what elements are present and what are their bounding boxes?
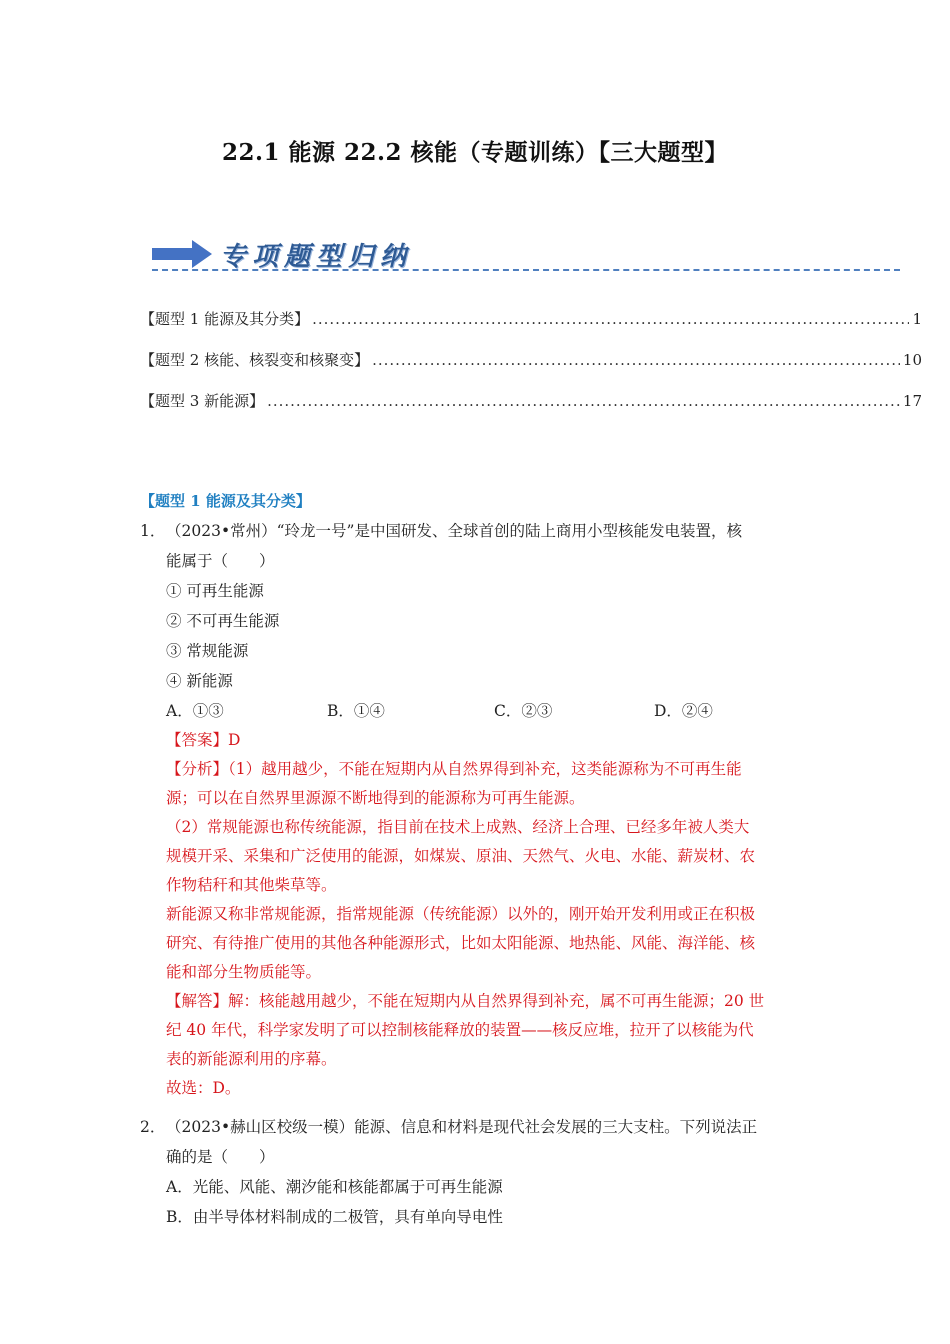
question-stem: 确的是（ ） — [166, 1148, 275, 1166]
toc-leader — [372, 351, 900, 369]
solution-line: 【解答】解：核能越用越少，不能在短期内从自然界得到补充，属不可再生能源；20 世 — [166, 992, 765, 1010]
option-c: C．②③ — [494, 702, 553, 720]
analysis-line: 规模开采、采集和广泛使用的能源，如煤炭、原油、天然气、火电、水能、薪炭材、农 — [166, 847, 756, 865]
question-number: 2． — [140, 1118, 166, 1136]
option-b: B．①④ — [327, 702, 385, 720]
toc-label: 【题型 1 能源及其分类】 — [140, 310, 310, 328]
toc-leader — [312, 310, 909, 328]
table-of-contents — [140, 308, 922, 431]
toc-page: 17 — [902, 392, 922, 410]
statement-item: ① 可再生能源 — [166, 582, 264, 600]
toc-page: 1 — [912, 310, 922, 328]
toc-label: 【题型 2 核能、核裂变和核聚变】 — [140, 351, 370, 369]
analysis-line: 源；可以在自然界里源源不断地得到的能源称为可再生能源。 — [166, 789, 585, 807]
statement-item: ② 不可再生能源 — [166, 612, 280, 630]
question-stem: （2023•赫山区校级一模）能源、信息和材料是现代社会发展的三大支柱。下列说法正 — [166, 1118, 758, 1136]
solution-line: 纪 40 年代，科学家发明了可以控制核能释放的装置——核反应堆，拉开了以核能为代 — [166, 1021, 754, 1039]
analysis-line: 【分析】（1）越用越少，不能在短期内从自然界得到补充，这类能源称为不可再生能 — [166, 760, 742, 778]
toc-page: 10 — [902, 351, 922, 369]
toc-entry[interactable] — [140, 349, 922, 390]
toc-leader — [267, 392, 900, 410]
option-d: D．②④ — [654, 702, 713, 720]
banner-title: 专项题型归纳 — [220, 242, 413, 272]
question-stem: （2023•常州）“玲龙一号”是中国研发、全球首创的陆上商用小型核能发电装置，核 — [166, 522, 742, 540]
analysis-line: （2）常规能源也称传统能源，指目前在技术上成熟、经济上合理、已经多年被人类大 — [166, 818, 750, 836]
analysis-line: 作物秸秆和其他柴草等。 — [166, 876, 337, 894]
toc-entry[interactable] — [140, 308, 922, 349]
arrow-icon — [152, 240, 212, 268]
option-a: A．①③ — [166, 702, 224, 720]
statement-item: ③ 常规能源 — [166, 642, 249, 660]
page-title: 22.1 能源 22.2 核能（专题训练）【三大题型】 — [221, 139, 729, 166]
analysis-line: 研究、有待推广使用的其他各种能源形式，比如太阳能源、地热能、风能、海洋能、核 — [166, 934, 756, 952]
analysis-line: 能和部分生物质能等。 — [166, 963, 322, 981]
statement-item: ④ 新能源 — [166, 672, 233, 690]
option-a: A．光能、风能、潮汐能和核能都属于可再生能源 — [166, 1178, 503, 1196]
toc-entry[interactable] — [140, 390, 922, 431]
answer: 【答案】D — [166, 731, 241, 749]
answer-options — [166, 696, 808, 726]
question-2 — [140, 1112, 808, 1232]
question-stem: 能属于（ ） — [166, 552, 275, 570]
solution-line: 表的新能源利用的序幕。 — [166, 1050, 337, 1068]
analysis-line: 新能源又称非常规能源，指常规能源（传统能源）以外的，刚开始开发利用或正在积极 — [166, 905, 756, 923]
section-banner — [152, 236, 900, 276]
toc-label: 【题型 3 新能源】 — [140, 392, 265, 410]
option-b: B．由半导体材料制成的二极管，具有单向导电性 — [166, 1208, 503, 1226]
question-1 — [140, 516, 808, 1103]
final-choice: 故选：D。 — [166, 1079, 241, 1097]
section-heading: 【题型 1 能源及其分类】 — [140, 492, 311, 510]
divider — [152, 269, 900, 271]
question-number: 1． — [140, 522, 166, 540]
answer-block — [166, 726, 808, 1103]
